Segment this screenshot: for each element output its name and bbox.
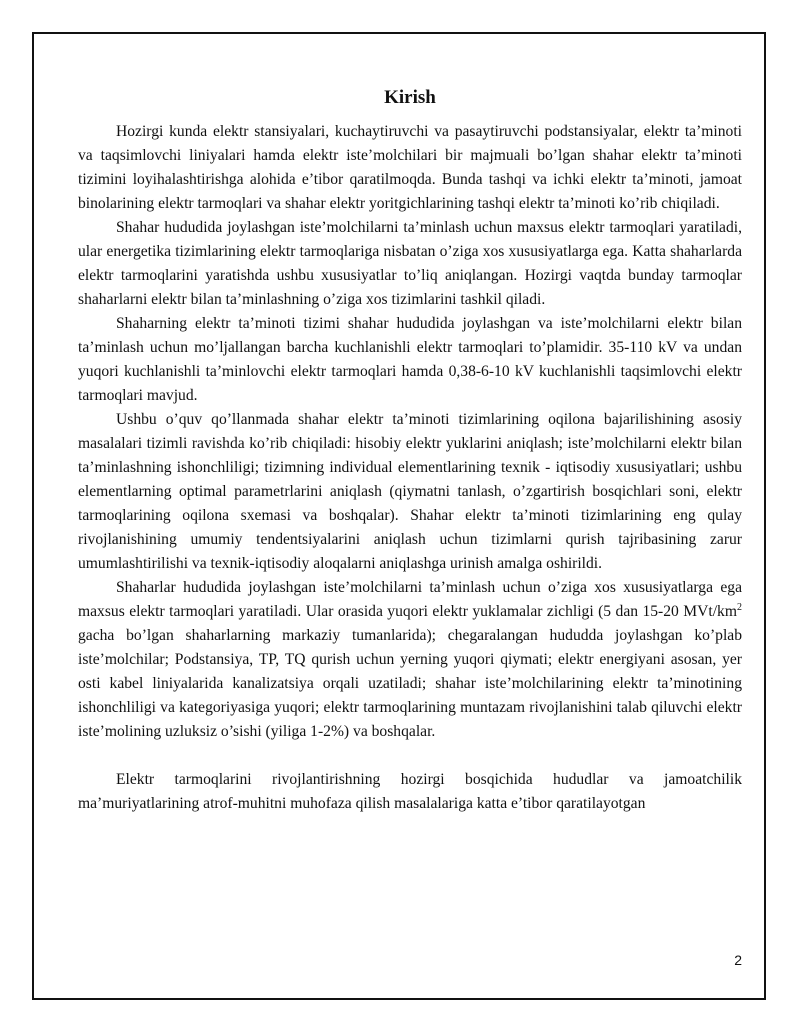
paragraph-1: Hozirgi kunda elektr stansiyalari, kuchaytiruvchi va pasaytiruvchi podstansiyalar, elektr ta’minoti va taqsimlovchi liniyalari hamda elektr iste’molchilari bir majmuali bo’lgan shahar elektr ta’minoti tizimini loyihalashtirishga alohida e’tibor qaratilmoqda. Bunda tashqi va ichki elektr ta’minoti, jamoat binolarining elektr tarmoqlari va shahar elektr yoritgichlarining tashqi elektr ta’minoti ko’rib chiqiladi. [78,123,742,212]
superscript-squared: 2 [737,601,742,613]
paragraph-5 [78,576,742,744]
paragraph-5-text-end: gacha bo’lgan shaharlarning markaziy tumanlarida); chegaralangan hududda joylashgan ko’plab iste’molchilar; Podstansiya, TP, TQ qurish uchun yerning yuqori qiymati; elektr energiyani asosan, yer osti kabel liniyalarida kanalizatsiya orqali uzatiladi; shahar iste’molchilarining elektr ta’minotining ishonchliligi va kategoriyasiga yuqori; elektr tarmoqlarining muntazam rivojlanishini talab qiluvchi elektr iste’molining uzluksiz o’sishi (yiliga 1-2%) va boshqalar. [78,627,742,740]
paragraph-5-text-start: Shaharlar hududida joylashgan iste’molchilarni ta’minlash uchun o’ziga xos xususiyatlarga ega maxsus elektr tarmoqlari yaratiladi. Ular orasida yuqori elektr yuklamalar zichligi (5 dan 15-20 MVt/km [78,579,742,620]
paragraph-6: Elektr tarmoqlarini rivojlantirishning hozirgi bosqichida hududlar va jamoatchilik ma’muriyatlarining atrof-muhitni muhofaza qilish masalalariga katta e’tibor qaratilayotgan [78,771,742,812]
document-body [78,80,742,816]
paragraph-2: Shahar hududida joylashgan iste’molchilarni ta’minlash uchun maxsus elektr tarmoqlari yaratiladi, ular energetika tizimlarining elektr tarmoqlariga nisbatan o’ziga xos xususiyatlarga ega. Katta shaharlarda elektr tarmoqlarini yaratishda ushbu xususiyatlar to’liq aniqlangan. Hozirgi vaqtda bunday tarmoqlar shaharlarni elektr bilan ta’minlashning o’ziga xos tizimlarini tashkil qiladi. [78,219,742,308]
page-number: 2 [734,952,742,968]
paragraph-4: Ushbu o’quv qo’llanmada shahar elektr ta’minoti tizimlarining oqilona bajarilishining asosiy masalalari tizimli ravishda ko’rib chiqiladi: hisobiy elektr yuklarini aniqlash; iste’molchilarni elektr bilan ta’minlashning ishonchliligi; tizimning individual elementlarining texnik - iqtisodiy xususiyatlari; ushbu elementlarning optimal parametrlarini aniqlash (qiymatni tanlash, o’zgartirish bosqichlari soni, elektr tarmoqlarining oqilona sxemasi va boshqalar). Shahar elektr ta’minoti tizimlarining eng qulay rivojlanishining umumiy tendentsiyalarini aniqlash uchun tizimlarni qurish tajribasining zarur umumlashtirilishi va texnik-iqtisodiy aloqalarni aniqlashga urinish amalga oshirildi. [78,411,742,572]
paragraph-3: Shaharning elektr ta’minoti tizimi shahar hududida joylashgan va iste’molchilarni elektr bilan ta’minlash uchun mo’ljallangan barcha kuchlanishli elektr tarmoqlari to’plamidir. 35-110 kV va undan yuqori kuchlanishli ta’minlovchi elektr tarmoqlari hamda 0,38-6-10 kV kuchlanishli taqsimlovchi elektr tarmoqlari mavjud. [78,315,742,404]
document-title: Kirish [384,87,436,108]
